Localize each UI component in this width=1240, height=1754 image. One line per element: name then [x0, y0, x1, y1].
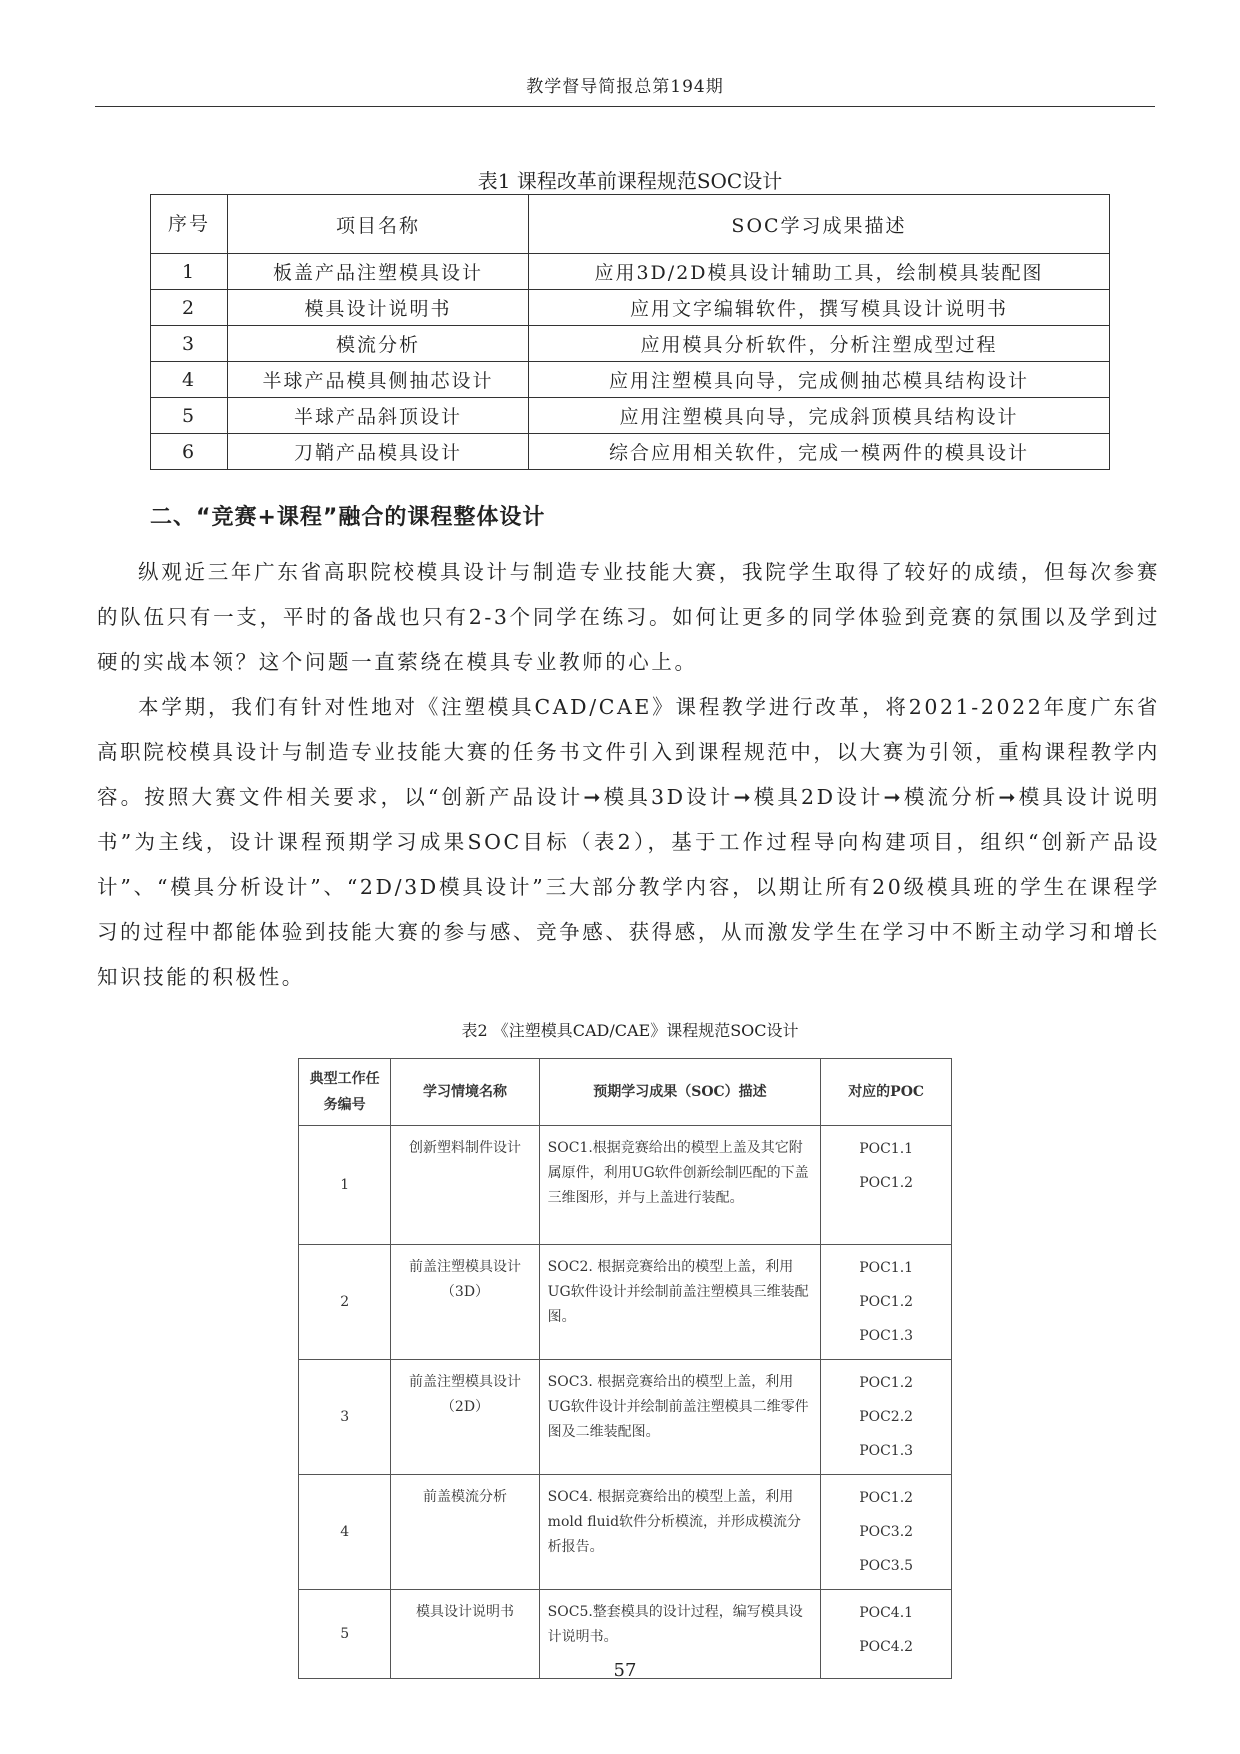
poc-item: POC1.1 [859, 1260, 914, 1276]
table1-cell-soc: 综合应用相关软件，完成一模两件的模具设计 [529, 434, 1110, 470]
table1-cell-no: 3 [151, 326, 228, 362]
table1-cell-no: 6 [151, 434, 228, 470]
table1-row [151, 362, 1110, 398]
table2-cell-poc [821, 1475, 952, 1590]
table1-cell-no: 2 [151, 290, 228, 326]
table2-cell-soc: SOC2. 根据竞赛给出的模型上盖，利用UG软件设计并绘制前盖注塑模具三维装配图。 [539, 1245, 821, 1360]
table2 [298, 1058, 952, 1679]
table1-row [151, 254, 1110, 290]
table2-col-poc: 对应的POC [821, 1059, 952, 1126]
poc-item: POC1.2 [859, 1490, 914, 1506]
table2-cell-soc: SOC4. 根据竞赛给出的模型上盖，利用mold fluid软件分析模流，并形成模流分析报告。 [539, 1475, 821, 1590]
table1-row [151, 326, 1110, 362]
table1-row [151, 290, 1110, 326]
table2-cell-poc [821, 1360, 952, 1475]
poc-item: POC3.5 [859, 1558, 914, 1574]
table2-cell-no: 1 [299, 1126, 391, 1245]
table2-cell-poc [821, 1126, 952, 1245]
table2-col-no: 典型工作任务编号 [299, 1059, 391, 1126]
poc-item: POC1.3 [859, 1443, 914, 1459]
table1-caption: 表1 课程改革前课程规范SOC设计 [477, 169, 783, 193]
table1-cell-soc: 应用注塑模具向导，完成斜顶模具结构设计 [529, 398, 1110, 434]
table2-cell-situation: 模具设计说明书 [391, 1590, 539, 1679]
table2-body [299, 1126, 952, 1679]
page-header: 教学督导简报总第194期 [526, 77, 724, 97]
table2-col-soc: 预期学习成果（SOC）描述 [539, 1059, 821, 1126]
table2-header-row [299, 1059, 952, 1126]
poc-item: POC1.2 [859, 1175, 914, 1191]
table1-col-soc: SOC学习成果描述 [529, 195, 1110, 254]
table1-col-name: 项目名称 [228, 195, 529, 254]
poc-item: POC4.1 [859, 1605, 914, 1621]
table2-cell-situation: 前盖注塑模具设计（2D） [391, 1360, 539, 1475]
table2-col-situation: 学习情境名称 [391, 1059, 539, 1126]
table1-cell-name: 半球产品斜顶设计 [228, 398, 529, 434]
table1-row [151, 434, 1110, 470]
poc-item: POC1.1 [859, 1141, 914, 1157]
table1-header-row [151, 195, 1110, 254]
table1-cell-name: 模具设计说明书 [228, 290, 529, 326]
table1-cell-soc: 应用模具分析软件，分析注塑成型过程 [529, 326, 1110, 362]
poc-item: POC2.2 [859, 1409, 914, 1425]
table1-cell-no: 4 [151, 362, 228, 398]
table2-caption: 表2 《注塑模具CAD/CAE》课程规范SOC设计 [461, 1021, 799, 1040]
paragraph: 纵观近三年广东省高职院校模具设计与制造专业技能大赛，我院学生取得了较好的成绩，但每次参赛的队伍只有一支，平时的备战也只有2-3个同学在练习。如何让更多的同学体验到竞赛的氛围以及学到过硬的实战本领？这个问题一直萦绕在模具专业教师的心上。 [97, 560, 1160, 674]
poc-item: POC3.2 [859, 1524, 914, 1540]
table2-row [299, 1245, 952, 1360]
table2-cell-poc [821, 1245, 952, 1360]
poc-item: POC4.2 [859, 1639, 914, 1655]
poc-item: POC1.2 [859, 1294, 914, 1310]
table2-row [299, 1360, 952, 1475]
table1-cell-name: 刀鞘产品模具设计 [228, 434, 529, 470]
table2-row [299, 1475, 952, 1590]
table1-cell-name: 模流分析 [228, 326, 529, 362]
table1-cell-no: 1 [151, 254, 228, 290]
table2-cell-soc: SOC1.根据竞赛给出的模型上盖及其它附属原件，利用UG软件创新绘制匹配的下盖三维图形，并与上盖进行装配。 [539, 1126, 821, 1245]
table1-cell-no: 5 [151, 398, 228, 434]
table1-cell-name: 板盖产品注塑模具设计 [228, 254, 529, 290]
table2-cell-no: 5 [299, 1590, 391, 1679]
table2-cell-soc: SOC5.整套模具的设计过程，编写模具设计说明书。 [539, 1590, 821, 1679]
table2-cell-situation: 前盖模流分析 [391, 1475, 539, 1590]
table1-cell-soc: 应用文字编辑软件，撰写模具设计说明书 [529, 290, 1110, 326]
table1-row [151, 398, 1110, 434]
table1-cell-soc: 应用注塑模具向导，完成侧抽芯模具结构设计 [529, 362, 1110, 398]
table1-col-no: 序号 [151, 195, 228, 254]
page-number: 57 [613, 1660, 637, 1681]
header-rule [95, 106, 1155, 107]
table1-cell-soc: 应用3D/2D模具设计辅助工具，绘制模具装配图 [529, 254, 1110, 290]
table2-cell-no: 3 [299, 1360, 391, 1475]
table1-body [151, 254, 1110, 470]
table2-cell-situation: 创新塑料制件设计 [391, 1126, 539, 1245]
table1 [150, 194, 1110, 470]
table2-cell-soc: SOC3. 根据竞赛给出的模型上盖，利用UG软件设计并绘制前盖注塑模具二维零件图及二维装配图。 [539, 1360, 821, 1475]
table2-cell-no: 2 [299, 1245, 391, 1360]
paragraph: 本学期，我们有针对性地对《注塑模具CAD/CAE》课程教学进行改革，将2021-2022年度广东省高职院校模具设计与制造专业技能大赛的任务书文件引入到课程规范中，以大赛为引领，重构课程教学内容。按照大赛文件相关要求，以“创新产品设计➞模具3D设计➞模具2D设计➞模流分析➞模具设计说明书”为主线，设计课程预期学习成果SOC目标（表2），基于工作过程导向构建项目，组织“创新产品设计”、“模具分析设计”、“2D/3D模具设计”三大部分教学内容，以期让所有20级模具班的学生在课程学习的过程中都能体验到技能大赛的参与感、竞争感、获得感，从而激发学生在学习中不断主动学习和增长知识技能的积极性。 [97, 695, 1160, 989]
table2-row [299, 1126, 952, 1245]
table2-cell-situation: 前盖注塑模具设计（3D） [391, 1245, 539, 1360]
poc-item: POC1.3 [859, 1328, 914, 1344]
table1-cell-name: 半球产品模具侧抽芯设计 [228, 362, 529, 398]
table2-cell-no: 4 [299, 1475, 391, 1590]
poc-item: POC1.2 [859, 1375, 914, 1391]
section-heading: 二、“竞赛+课程”融合的课程整体设计 [150, 505, 546, 530]
